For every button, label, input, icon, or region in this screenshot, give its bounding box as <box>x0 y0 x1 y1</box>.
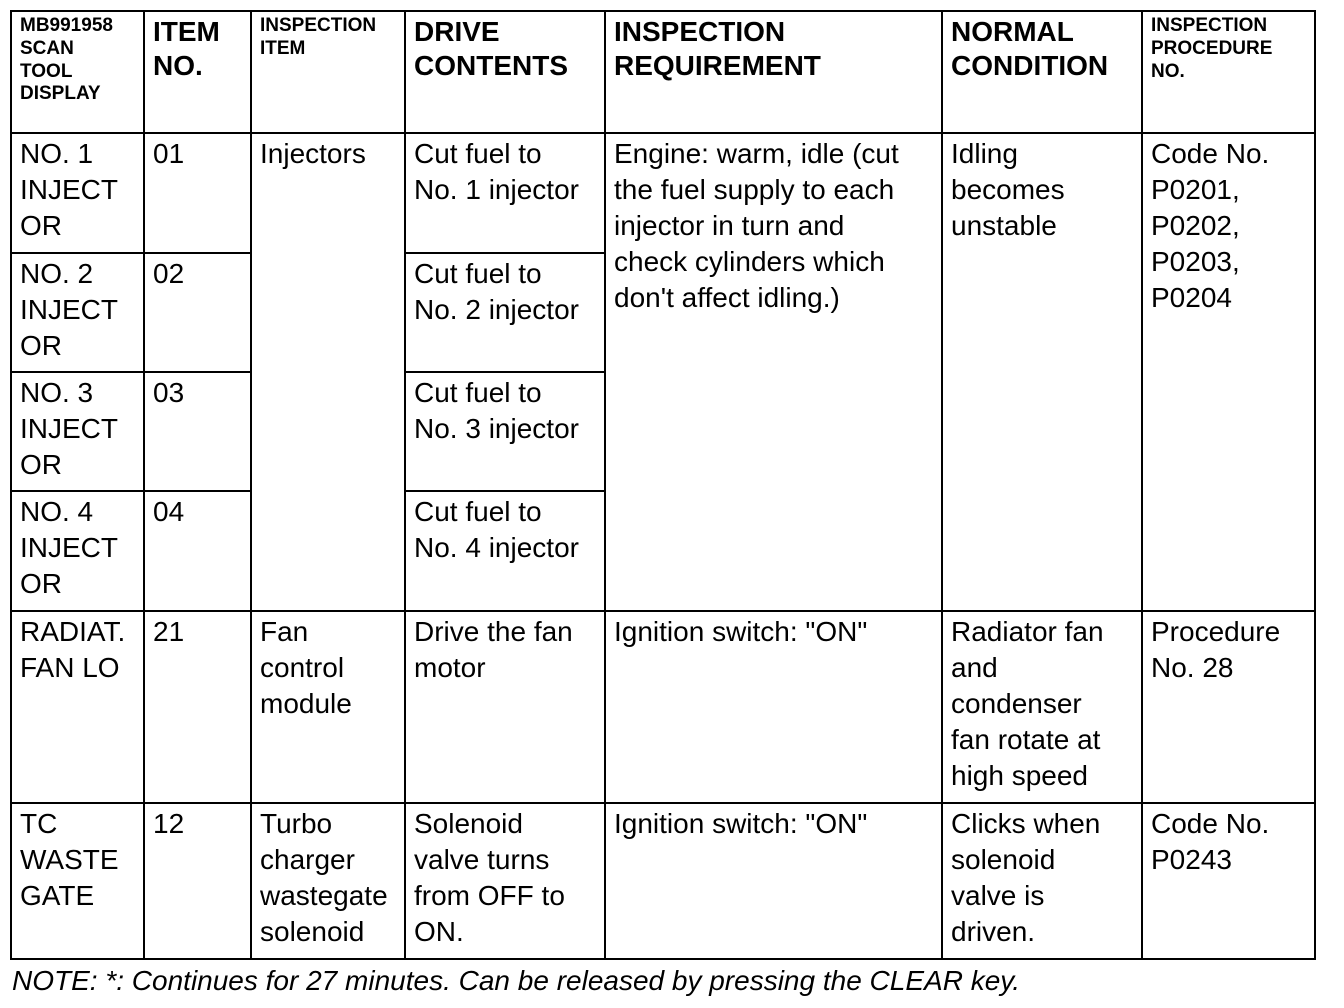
inspection-procedure-cell: Code No. P0201, P0202, P0203, P0204 <box>1142 133 1315 611</box>
table-row <box>11 803 1315 959</box>
item-no-cell: 04 <box>144 491 251 611</box>
inspection-requirement-cell: Ignition switch: "ON" <box>605 611 942 803</box>
scan-tool-display-cell: NO. 2 INJECT OR <box>11 253 144 372</box>
inspection-item-cell: Injectors <box>251 133 405 611</box>
table-row <box>11 133 1315 253</box>
header-drive-contents: DRIVE CONTENTS <box>405 11 605 133</box>
table-row <box>11 611 1315 803</box>
drive-contents-cell: Solenoid valve turns from OFF to ON. <box>405 803 605 959</box>
header-inspection-procedure-no: INSPECTION PROCEDURE NO. <box>1142 11 1315 133</box>
drive-contents-cell: Cut fuel to No. 3 injector <box>405 372 605 491</box>
drive-contents-cell: Cut fuel to No. 1 injector <box>405 133 605 253</box>
header-normal-condition: NORMAL CONDITION <box>942 11 1142 133</box>
drive-contents-cell: Cut fuel to No. 2 injector <box>405 253 605 372</box>
header-inspection-requirement: INSPECTION REQUIREMENT <box>605 11 942 133</box>
item-no-cell: 02 <box>144 253 251 372</box>
item-no-cell: 01 <box>144 133 251 253</box>
normal-condition-cell: Clicks when solenoid valve is driven. <box>942 803 1142 959</box>
drive-contents-cell: Cut fuel to No. 4 injector <box>405 491 605 611</box>
scan-tool-display-cell: TC WASTE GATE <box>11 803 144 959</box>
inspection-procedure-cell: Procedure No. 28 <box>1142 611 1315 803</box>
scan-tool-display-cell: RADIAT. FAN LO <box>11 611 144 803</box>
header-item-no: ITEM NO. <box>144 11 251 133</box>
scan-tool-display-cell: NO. 4 INJECT OR <box>11 491 144 611</box>
item-no-cell: 21 <box>144 611 251 803</box>
actuator-test-table <box>10 10 1316 960</box>
normal-condition-cell: Radiator fan and condenser fan rotate at high speed <box>942 611 1142 803</box>
normal-condition-cell: Idling becomes unstable <box>942 133 1142 611</box>
scan-tool-display-cell: NO. 1 INJECT OR <box>11 133 144 253</box>
header-row <box>11 11 1315 133</box>
item-no-cell: 12 <box>144 803 251 959</box>
scan-tool-display-cell: NO. 3 INJECT OR <box>11 372 144 491</box>
footnote: NOTE: *: Continues for 27 minutes. Can be released by pressing the CLEAR key. <box>12 965 1020 996</box>
inspection-requirement-cell: Ignition switch: "ON" <box>605 803 942 959</box>
header-scan-tool-display: MB991958 SCAN TOOL DISPLAY <box>11 11 144 133</box>
inspection-item-cell: Turbo charger wastegate solenoid <box>251 803 405 959</box>
drive-contents-cell: Drive the fan motor <box>405 611 605 803</box>
header-inspection-item: INSPECTION ITEM <box>251 11 405 133</box>
inspection-item-cell: Fan control module <box>251 611 405 803</box>
inspection-requirement-cell: Engine: warm, idle (cut the fuel supply to each injector in turn and check cylinders which don't affect idling.) <box>605 133 942 611</box>
inspection-procedure-cell: Code No. P0243 <box>1142 803 1315 959</box>
item-no-cell: 03 <box>144 372 251 491</box>
